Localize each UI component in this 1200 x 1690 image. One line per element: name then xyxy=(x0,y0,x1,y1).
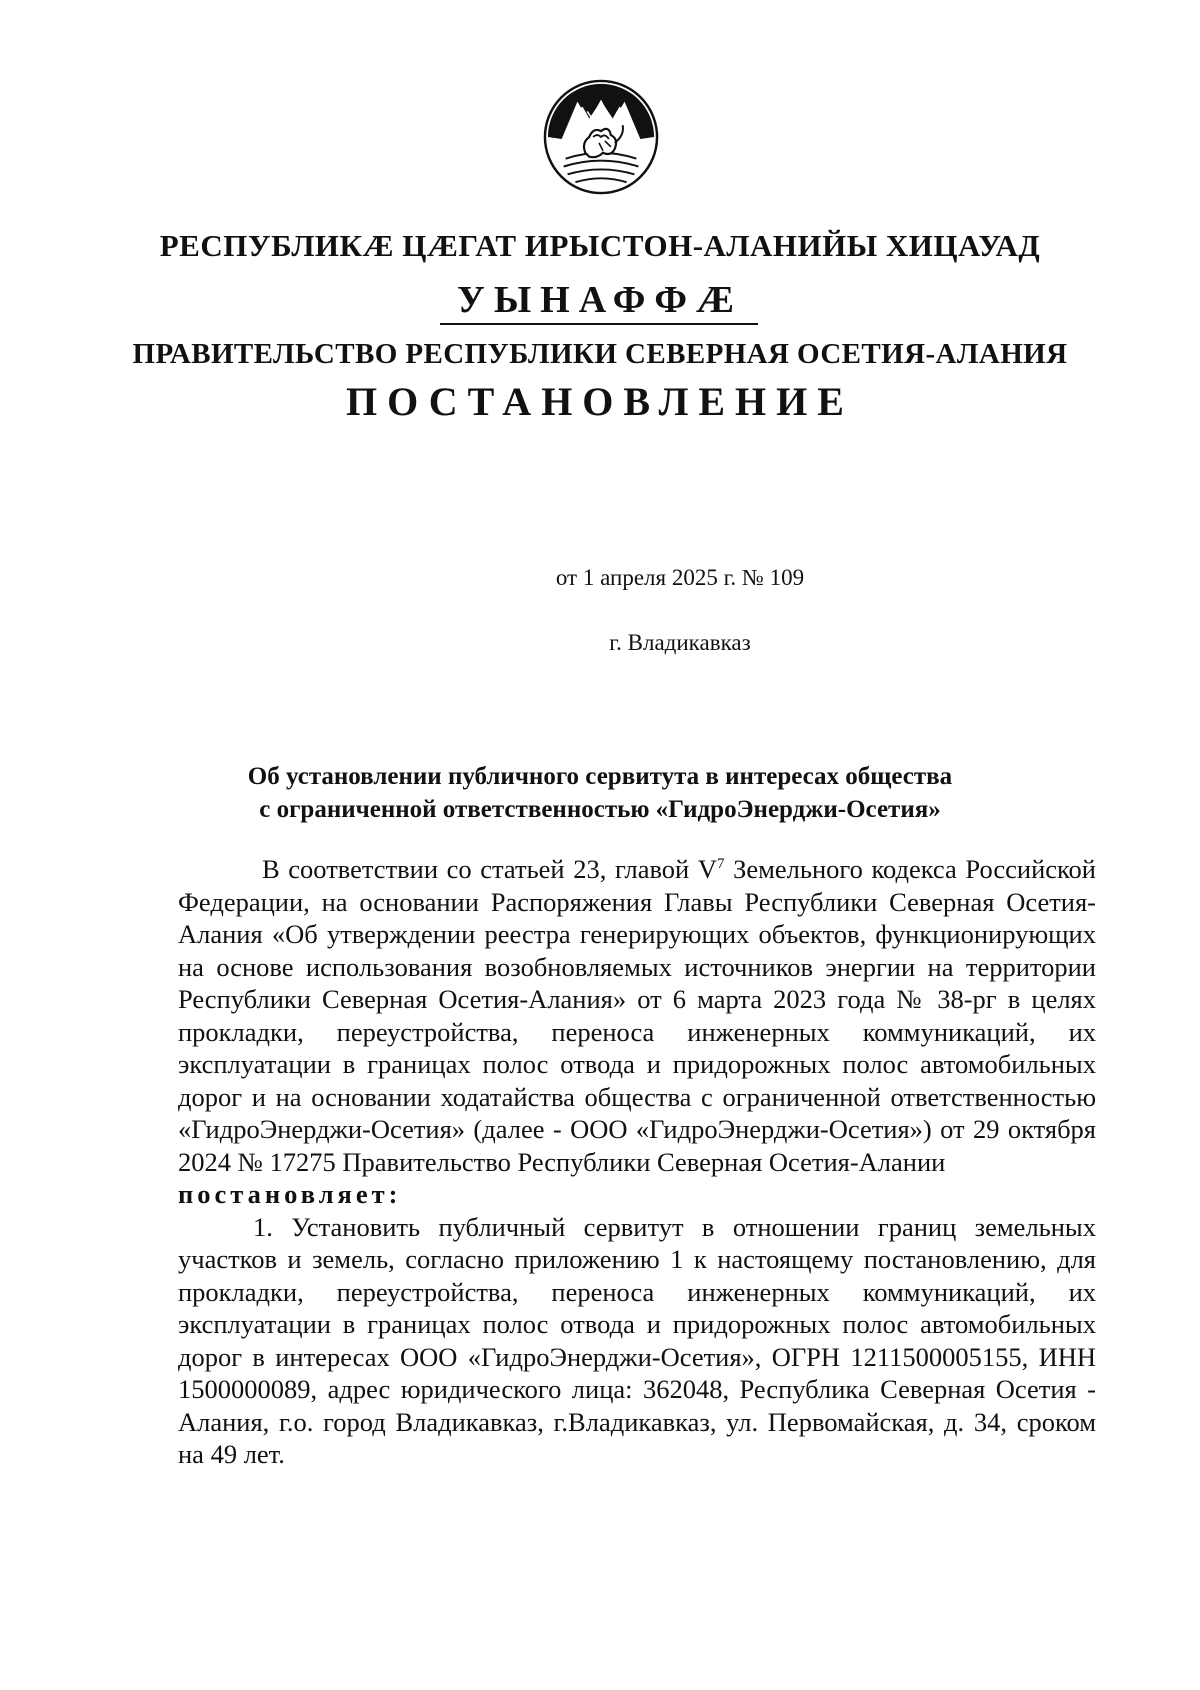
north-ossetia-coat-of-arms-icon xyxy=(542,78,660,196)
decree-date-number: от 1 апреля 2025 г. № 109 xyxy=(555,565,805,590)
document-body xyxy=(178,853,1096,1471)
government-name-ossetian: РЕСПУБЛИКÆ ЦÆГАТ ИРЫСТОН-АЛАНИЙЫ ХИЦАУАД xyxy=(159,228,1041,263)
chapter-superscript: 7 xyxy=(716,856,725,873)
preamble-text-rest: Земельного кодекса Российской Федерации, на основании Распоряжения Главы Республики Северная Осетия-Алания «Об утверждении реестра генерирующих объектов, функционирующих на основе использования возобновляемых источников энергии на территории Республики Северная Осетия-Алания» от 6 марта 2023 года № 38-рг в целях прокладки, переустройства, переноса инженерных коммуникаций, их эксплуатации в границах полос отвода и придорожных полос автомобильных дорог и на основании ходатайства общества с ограниченной ответственностью «ГидроЭнерджи-Осетия» (далее - ООО «ГидроЭнерджи-Осетия») от 29 октября 2024 № 17275 Правительство Республики Северная Осетия-Алании xyxy=(178,854,1096,1177)
clause-1-paragraph: 1. Установить публичный сервитут в отношении границ земельных участков и земель, согласно приложению 1 к настоящему постановлению, для прокладки, переустройства, переноса инженерных коммуникаций, их эксплуатации в границах полос отвода и придорожных полос автомобильных дорог в интересах ООО «ГидроЭнерджи-Осетия», ОГРН 1211500005155, ИНН 1500000089, адрес юридического лица: 362048, Республика Северная Осетия - Алания, г.о. город Владикавказ, г.Владикавказ, ул. Первомайская, д. 34, сроком на 49 лет. xyxy=(178,1211,1096,1469)
document-title-line-1: Об установлении публичного сервитута в интересах общества xyxy=(247,763,953,790)
document-title-line-2: с ограниченной ответственностью «ГидроЭнерджи-Осетия» xyxy=(259,796,941,823)
header-divider xyxy=(440,323,758,325)
decree-city: г. Владикавказ xyxy=(609,630,751,655)
resolves-word: постановляет: xyxy=(178,1179,402,1209)
preamble-paragraph xyxy=(178,853,1096,1211)
government-name-russian: ПРАВИТЕЛЬСТВО РЕСПУБЛИКИ СЕВЕРНАЯ ОСЕТИЯ-АЛАНИЯ xyxy=(132,338,1068,370)
preamble-text-start: В соответствии со статьей 23, главой V xyxy=(262,854,717,884)
decree-title-russian: ПОСТАНОВЛЕНИЕ xyxy=(346,379,854,424)
document-title xyxy=(0,760,1200,826)
decree-title-ossetian: УЫНАФФÆ xyxy=(456,279,744,321)
